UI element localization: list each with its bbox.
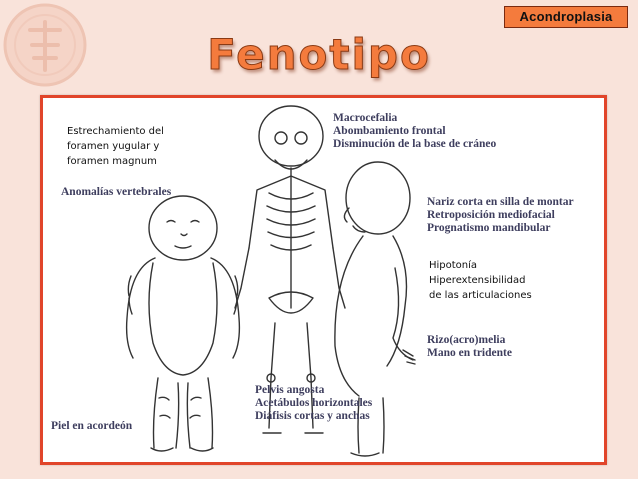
- label-pelvis-line-2: Acetábulos horizontales: [255, 397, 373, 409]
- label-face: [427, 196, 574, 235]
- note-hypotonia-line-2: Hiperextensibilidad: [429, 275, 526, 286]
- note-foramen-line-2: foramen yugular y: [67, 141, 160, 152]
- label-vertebral: Anomalías vertebrales: [61, 186, 172, 198]
- note-hypotonia: [429, 258, 532, 303]
- label-limbs-line-1: Rizo(acro)melia: [427, 334, 506, 346]
- page-title: Fenotipo: [207, 30, 431, 79]
- note-foramen: [67, 124, 164, 169]
- label-limbs: [427, 334, 512, 360]
- phenotype-figure: [40, 95, 607, 465]
- label-skin: Piel en acordeón: [51, 420, 133, 432]
- label-limbs-line-2: Mano en tridente: [427, 347, 512, 359]
- label-pelvis: [255, 384, 372, 423]
- label-skull-line-2: Abombamiento frontal: [333, 125, 446, 137]
- label-pelvis-line-3: Diáfisis cortas y anchas: [255, 410, 370, 422]
- label-face-line-2: Retroposición mediofacial: [427, 209, 555, 221]
- child-front-figure: [127, 196, 240, 451]
- label-skull: [333, 112, 496, 151]
- note-foramen-line-1: Estrechamiento del: [67, 126, 164, 137]
- label-pelvis-line-1: Pelvis angosta: [255, 384, 325, 396]
- topic-tag: Acondroplasia: [504, 6, 628, 28]
- label-skull-line-3: Disminución de la base de cráneo: [333, 138, 497, 150]
- label-skull-line-1: Macrocefalia: [333, 112, 398, 124]
- note-hypotonia-line-1: Hipotonía: [429, 260, 478, 271]
- note-foramen-line-3: foramen magnum: [67, 156, 157, 167]
- note-hypotonia-line-3: de las articulaciones: [429, 290, 532, 301]
- label-face-line-1: Nariz corta en silla de montar: [427, 196, 574, 208]
- label-face-line-3: Prognatismo mandibular: [427, 222, 551, 234]
